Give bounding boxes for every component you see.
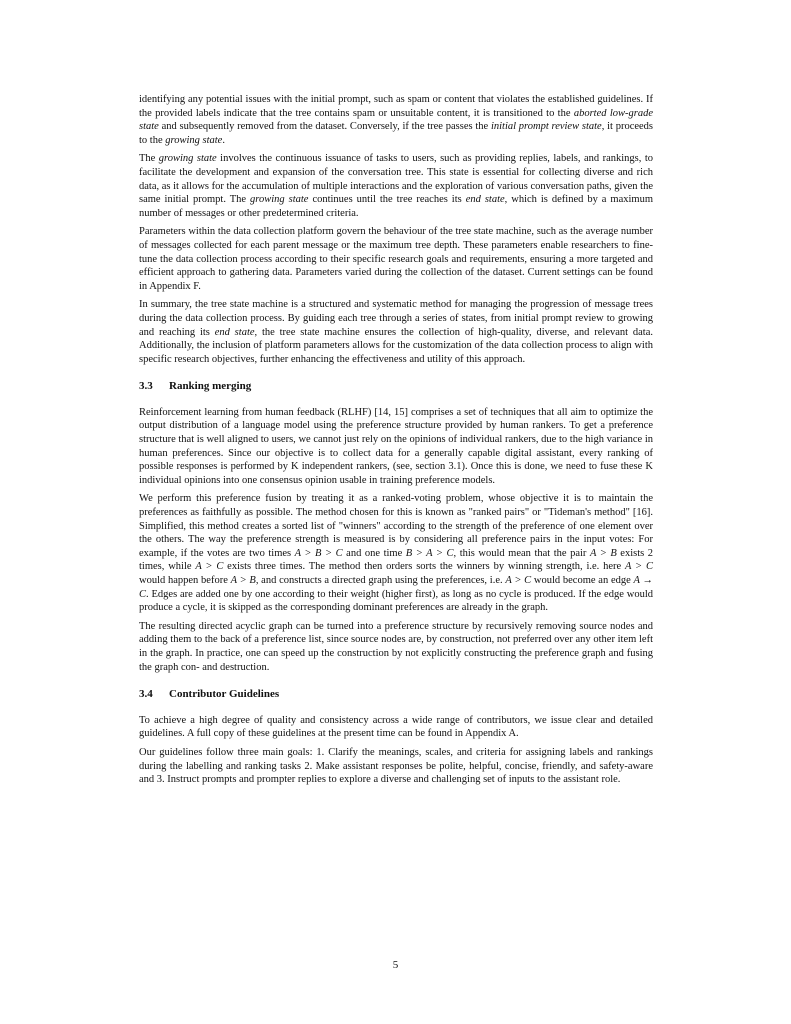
text-run: involves the continuous issuance of tasks to users, such as providing replies, labels, and rankings, to facilitate the development and expansion of the conversation tree. This state is essential for collecting diverse and rich data, as it allows for the accumulation of multiple interactions and the exploration of various conversation paths, given the same initial prompt. The <box>139 153 653 206</box>
italic-term: growing state <box>158 153 217 165</box>
italic-term: end state <box>214 326 255 338</box>
section-heading-ranking-merging <box>139 380 653 394</box>
text-run: , which is defined by a maximum number of messages or other predetermined criteria. <box>139 194 653 219</box>
paragraph-dag <box>139 620 653 674</box>
text-run: In summary, the tree state machine is a structured and systematic method for managing the progression of message trees during the data collection process. By guiding each tree through a series of states, from initial prompt review to growing and reaching its <box>139 299 653 338</box>
text-run: To achieve a high degree of quality and consistency across a wide range of contributors, we issue clear and detailed guidelines. A full copy of these guidelines at the present time can be found in Appendix A. <box>139 714 653 740</box>
text-run: , it proceeds to the <box>139 121 654 146</box>
section-number: 3.4 <box>139 688 153 701</box>
italic-term: A > C <box>625 561 653 573</box>
section-title: Ranking merging <box>169 380 252 393</box>
text-run: , the tree state machine ensures the collection of high-quality, diverse, and relevant data. Additionally, the inclusion of platform parameters allows for the customization of the data collection process to align with specific research objectives, further enhancing the effectiveness and utility of this approach. <box>139 326 653 365</box>
section-number: 3.3 <box>139 380 153 393</box>
text-run: . Edges are added one by one according to their weight (higher first), as long as no cycle is produced. If the edge would produce a cycle, it is skipped as the corresponding dominant preferences are already in the graph. <box>139 588 653 614</box>
text-run: exists three times. The method then orders sorts the winners by winning strength, i.e. here <box>223 561 625 573</box>
italic-term: end state <box>465 194 505 206</box>
text-run: . <box>222 134 225 146</box>
paper-page-body <box>139 93 653 792</box>
section-heading-contributor-guidelines <box>139 688 653 702</box>
text-run: and subsequently removed from the dataset. Conversely, if the tree passes the <box>158 121 491 133</box>
text-run: would become an edge <box>531 575 634 586</box>
italic-term: A > C <box>195 561 224 573</box>
paragraph-tree-review <box>139 93 653 147</box>
italic-term: A > B > C <box>294 547 343 559</box>
text-run: Reinforcement learning from human feedback (RLHF) [14, 15] comprises a set of techniques that all aim to optimize the output distribution of a language model using the preference structure provided by human rankers. To get a preference structure that is well aligned to users, we cannot just rely on the opinions of individual rankers, due to the high variance in human preferences. Since our objective is to collect data for a generally capable digital assistant, every ranking of possible responses is performed by K independent rankers, (see, section 3.1). Once this is done, we need to fuse these K individual opinions into one consensus opinion usable in training preference models. <box>139 406 653 486</box>
text-run: We perform this preference fusion by treating it as a ranked-voting problem, whose objective it is to maintain the preferences as faithfully as possible. The method chosen for this is known as "ranked pairs" or "Tideman's method" [16]. Simplified, this method creates a sorted list of "winners" according to the strength of the preference of one element over the others. The way the preference strength is measured is by considering all preference pairs in the input votes: For example, if the votes are two times <box>139 493 653 559</box>
section-title: Contributor Guidelines <box>169 688 280 701</box>
text-run: and one time <box>342 547 406 559</box>
italic-term: A > B <box>230 575 256 586</box>
italic-term: growing state <box>250 194 309 206</box>
text-run: identifying any potential issues with the initial prompt, such as spam or content that violates the established guidelines. If the provided labels indicate that the tree contains spam or unsuitable content, it is transitioned to the <box>139 94 653 119</box>
paragraph-rlhf <box>139 406 653 488</box>
paragraph-growing-state <box>139 152 653 220</box>
paragraph-ranked-pairs <box>139 492 653 614</box>
text-run: Parameters within the data collection platform govern the behaviour of the tree state machine, such as the average number of messages collected for each parent message or the maximum tree depth. These parameters enable researchers to fine-tune the data collection process according to their specific research goals and requirements, ensuring a more targeted and efficient approach to gathering data. Parameters varied during the collection of the dataset. Current settings can be found in Appendix F. <box>139 226 653 292</box>
text-run: Our guidelines follow three main goals: 1. Clarify the meanings, scales, and criteria for assigning labels and rankings during the labelling and ranking tasks 2. Make assistant responses be polite, helpful, concise, friendly, and safety-aware and 3. Instruct prompts and prompter replies to explore a diverse and challenging set of inputs to the assistant role. <box>139 746 653 786</box>
italic-term: B > A > C <box>405 547 454 559</box>
italic-term: initial prompt review state <box>490 121 602 133</box>
paragraph-platform-parameters <box>139 225 653 293</box>
paragraph-guidelines-goals <box>139 746 653 787</box>
text-run: continues until the tree reaches its <box>308 194 466 206</box>
paragraph-guidelines-intro <box>139 714 653 741</box>
italic-term: A → C <box>139 575 653 600</box>
page-number: 5 <box>392 959 399 971</box>
text-run: The resulting directed acyclic graph can be turned into a preference structure by recursively removing source nodes and adding them to the back of a preference list, since source nodes are, by construction, not preferred over any other item left in the graph. In practice, one can speed up the construction by not explicitly constructing the preference graph and fusing the graph con- and destruction. <box>139 620 653 673</box>
text-run: , this would mean that the pair <box>453 547 590 559</box>
text-run: would happen before <box>139 575 231 586</box>
text-run: exists 2 times, while <box>139 547 654 573</box>
italic-term: A > C <box>505 575 532 586</box>
italic-term: A > B <box>589 547 617 559</box>
italic-term: aborted low-grade state <box>139 107 654 133</box>
paragraph-summary <box>139 298 653 366</box>
text-run: The <box>139 153 159 165</box>
text-run: , and constructs a directed graph using the preferences, i.e. <box>255 575 506 586</box>
italic-term: growing state <box>165 134 223 146</box>
